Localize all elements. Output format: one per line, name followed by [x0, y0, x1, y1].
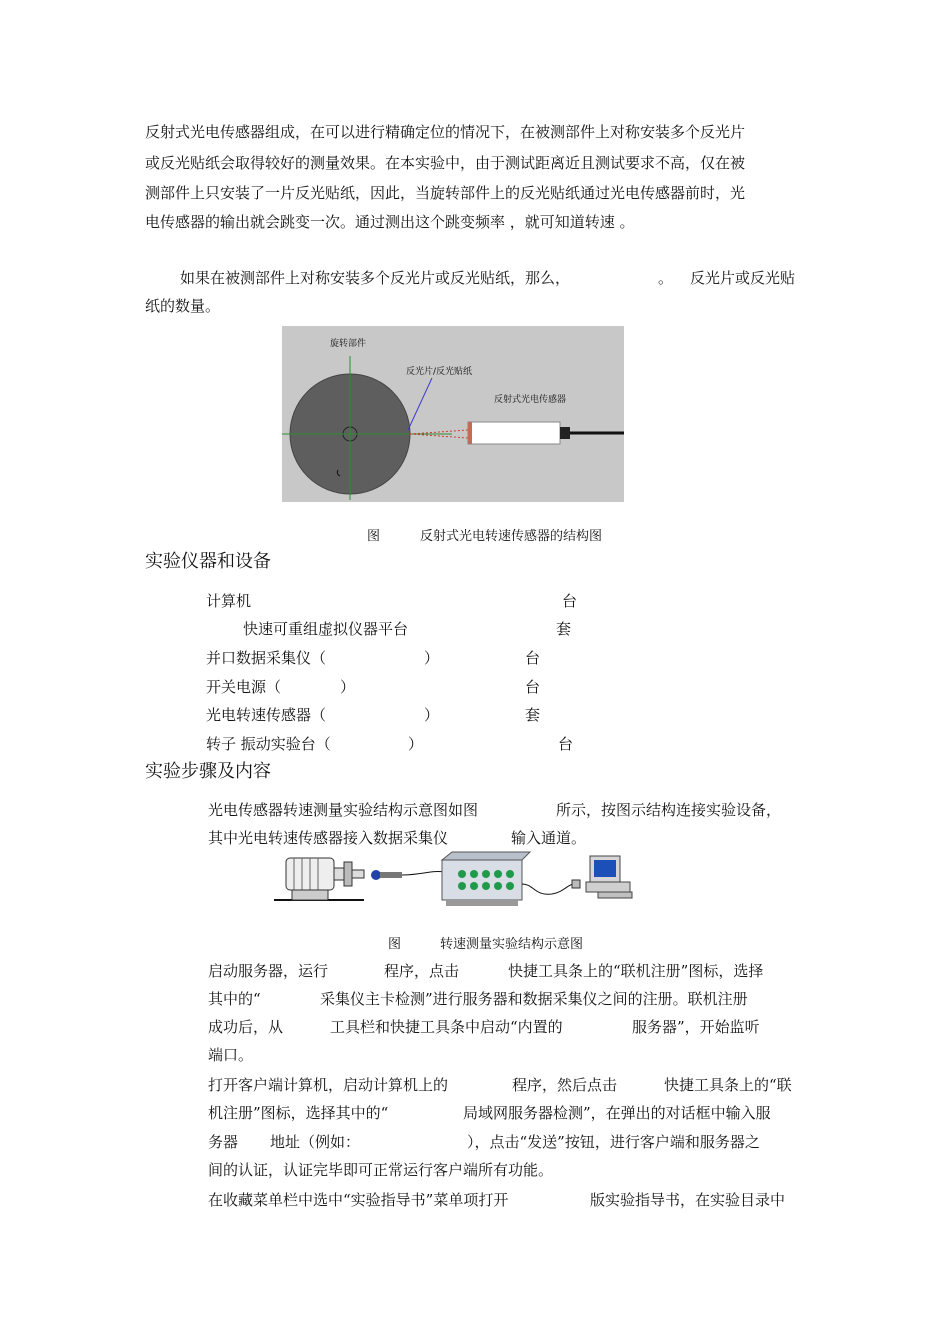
step3-text: 快捷工具条上的“联: [664, 1076, 792, 1094]
equipment-unit: 台: [562, 592, 578, 610]
equipment-close: ）: [424, 649, 440, 667]
equipment-name: 转子 振动实验台（: [206, 735, 331, 753]
step2-text: 工具栏和快捷工具条中启动“内置的: [330, 1018, 563, 1036]
step2-text: 成功后，从: [208, 1018, 284, 1036]
step3-text: ），点击“发送”按钮，进行客户端和服务器之: [467, 1133, 760, 1151]
para2-mid: 。: [658, 269, 674, 287]
label-sensor: 反射式光电传感器: [494, 395, 567, 405]
figure1-caption-prefix: 图: [367, 529, 381, 544]
label-rotating-part: 旋转部件: [330, 339, 367, 349]
equipment-unit: 台: [525, 678, 541, 696]
step1-text: 所示，按图示结构连接实验设备，: [556, 801, 782, 819]
step2-text: 启动服务器，运行: [208, 962, 329, 980]
step2-text: 快捷工具条上的“联机注册”图标，选择: [508, 962, 764, 980]
equipment-close: ）: [340, 678, 356, 696]
figure1-caption: 反射式光电转速传感器的结构图: [420, 529, 603, 544]
step3-text: 间的认证，认证完毕即可正常运行客户端所有功能。: [208, 1161, 554, 1179]
step2-text: 其中的“: [208, 990, 261, 1008]
equipment-unit: 套: [556, 620, 572, 638]
step3-text: 地址（例如：: [270, 1133, 361, 1151]
step4-text: 版实验指导书，在实验目录中: [590, 1191, 786, 1209]
intro-line-3: 测部件上只安装了一片反光贴纸，因此，当旋转部件上的反光贴纸通过光电传感器前时，光: [145, 184, 746, 202]
label-reflector: 反光片/反光贴纸: [406, 367, 473, 377]
step4-text: 在收藏菜单栏中选中“实验指导书”菜单项打开: [208, 1191, 509, 1209]
equipment-name: 计算机: [206, 592, 252, 610]
equipment-name: 并口数据采集仪（: [206, 649, 327, 667]
equipment-name: 快速可重组虚拟仪器平台: [243, 620, 409, 638]
equipment-close: ）: [408, 735, 424, 753]
section-heading-steps: 实验步骤及内容: [145, 761, 271, 782]
para2-line-1: 如果在被测部件上对称安装多个反光片或反光贴纸，那么，: [180, 269, 571, 287]
equipment-name: 光电转速传感器（: [206, 706, 327, 724]
step1-text: 光电传感器转速测量实验结构示意图如图: [208, 801, 479, 819]
intro-line-1: 反射式光电传感器组成，在可以进行精确定位的情况下，在被测部件上对称安装多个反光片: [145, 123, 746, 141]
equipment-unit: 台: [525, 649, 541, 667]
figure2-caption-prefix: 图: [388, 937, 402, 952]
step3-text: 打开客户端计算机，启动计算机上的: [208, 1076, 449, 1094]
step1-text: 其中光电转速传感器接入数据采集仪: [208, 829, 449, 847]
step3-text: 务器: [208, 1133, 239, 1151]
figure-sensor-structure: [282, 326, 624, 502]
equipment-name: 开关电源（: [206, 678, 282, 696]
equipment-close: ）: [424, 706, 440, 724]
para2-line-2: 纸的数量。: [145, 297, 221, 315]
equipment-unit: 台: [558, 735, 574, 753]
intro-line-2: 或反光贴纸会取得较好的测量效果。在本实验中，由于测试距离近且测试要求不高，仅在被: [145, 154, 746, 172]
figure2-caption: 转速测量实验结构示意图: [440, 937, 584, 952]
step2-text: 程序，点击: [384, 962, 460, 980]
step3-text: 程序，然后点击: [512, 1076, 618, 1094]
step2-text: 端口。: [208, 1046, 254, 1064]
step3-text: 局域网服务器检测”，在弹出的对话框中输入服: [463, 1104, 771, 1122]
figure-experiment-setup: [272, 850, 636, 912]
step2-text: 采集仪主卡检测”进行服务器和数据采集仪之间的注册。联机注册: [320, 990, 748, 1008]
equipment-unit: 套: [525, 706, 541, 724]
intro-line-4: 电传感器的输出就会跳变一次。通过测出这个跳变频率 ，就可知道转速 。: [145, 213, 635, 231]
step3-text: 机注册”图标，选择其中的“: [208, 1104, 389, 1122]
step2-text: 服务器”，开始监听: [632, 1018, 760, 1036]
section-heading-equipment: 实验仪器和设备: [145, 551, 271, 572]
para2-end: 反光片或反光贴: [690, 269, 796, 287]
step1-text: 输入通道。: [511, 829, 587, 847]
